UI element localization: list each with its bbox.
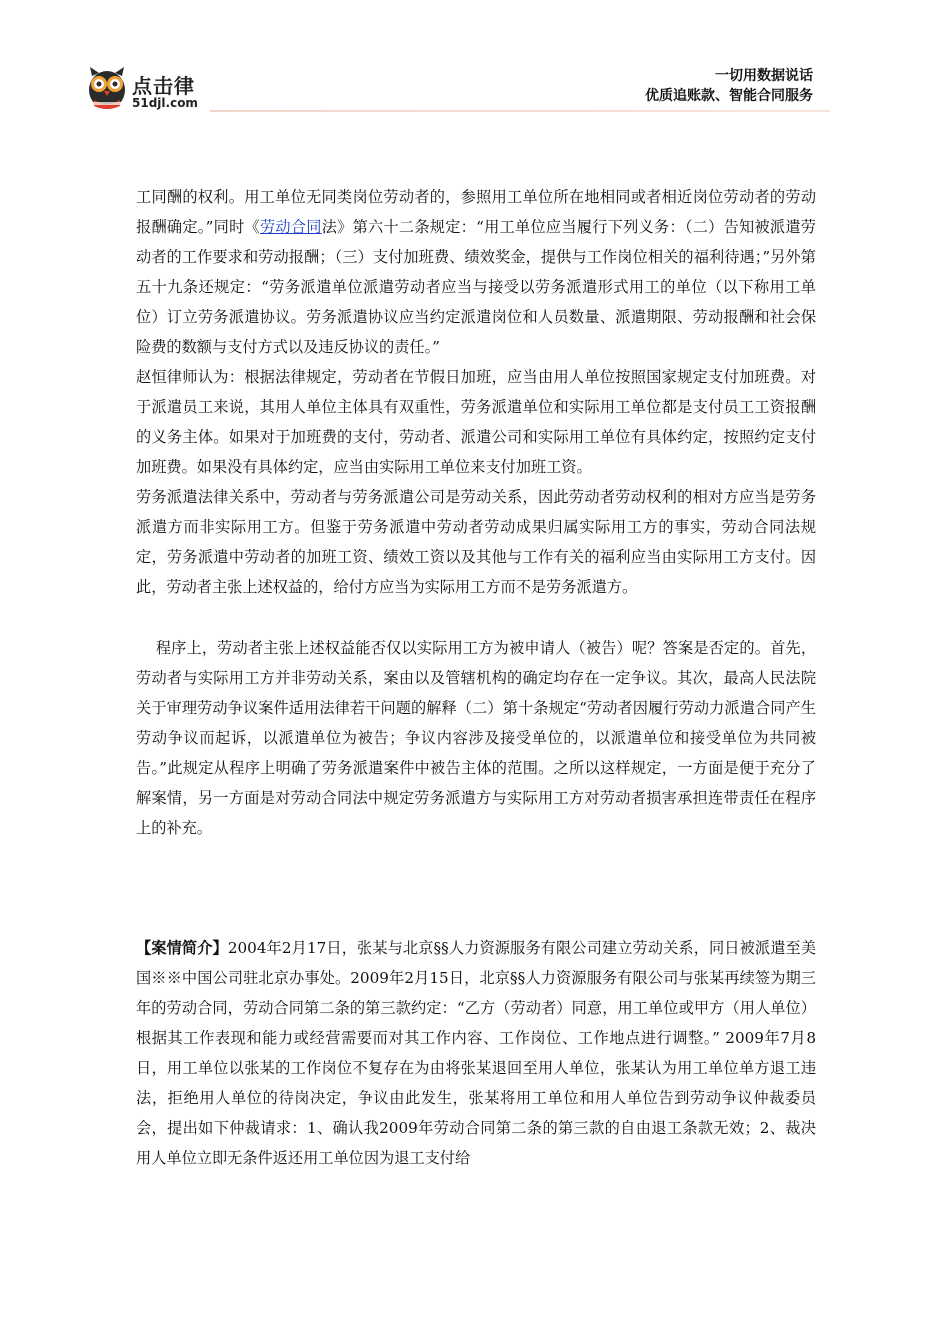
article-body <box>136 182 816 1173</box>
header-slogan <box>645 66 813 106</box>
brand-logo[interactable] <box>86 64 206 116</box>
brand-url: 51djl.com <box>132 96 198 110</box>
case-summary-text: 2004年2月17日，张某与北京§§人力资源服务有限公司建立劳动关系，同日被派遣至美国※※中国公司驻北京办事处。2009年2月15日，北京§§人力资源服务有限公司与张某再续签为期三年的劳动合同，劳动合同第二条的第三款约定：“乙方（劳动者）同意，用工单位或甲方（用人单位）根据其工作表现和能力或经营需要而对其工作内容、工作岗位、工作地点进行调整。” 2009年7月8日，用工单位以张某的工作岗位不复存在为由将张某退回至用人单位，张某认为用工单位单方退工违法，拒绝用人单位的待岗决定，争议由此发生，张某将用工单位和用人单位告到劳动争议仲裁委员会，提出如下仲裁请求：1、确认我2009年劳动合同第二条的第三款的自由退工条款无效；2、裁决用人单位立即无条件返还用工单位因为退工支付给 <box>136 939 817 1167</box>
owl-icon <box>86 66 128 112</box>
slogan-line-2: 优质追账款、智能合同服务 <box>645 88 813 104</box>
slogan-line-1: 一切用数据说话 <box>715 68 813 84</box>
paragraph-5 <box>136 933 816 1173</box>
paragraph-4: 程序上，劳动者主张上述权益能否仅以实际用工方为被申请人（被告）呢？答案是否定的。首先，劳动者与实际用工方并非劳动关系，案由以及管辖机构的确定均存在一定争议。其次，最高人民法院关于审理劳动争议案件适用法律若干问题的解释（二）第十条规定“劳动者因履行劳动力派遣合同产生劳动争议而起诉，以派遣单位为被告；争议内容涉及接受单位的，以派遣单位和接受单位为共同被告。”此规定从程序上明确了劳务派遣案件中被告主体的范围。之所以这样规定，一方面是便于充分了解案情，另一方面是对劳动合同法中规定劳务派遣方与实际用工方对劳动者损害承担连带责任在程序上的补充。 <box>136 639 816 837</box>
brand-name: 点击律 <box>132 74 195 98</box>
paragraph-1-text-a: 工同酬的权利。用工单位无同类岗位劳动者的，参照用工单位所在地相同或者相近岗位劳动者的劳动报酬确定。”同时《 <box>136 188 816 236</box>
paragraph-3: 劳务派遣法律关系中，劳动者与劳务派遣公司是劳动关系，因此劳动者劳动权利的相对方应当是劳务派遣方而非实际用工方。但鉴于劳务派遣中劳动者劳动成果归属实际用工方的事实，劳动合同法规定，劳务派遣中劳动者的加班工资、绩效工资以及其他与工作有关的福利应当由实际用工方支付。因此，劳动者主张上述权益的，给付方应当为实际用工方而不是劳务派遣方。 <box>136 488 816 596</box>
page-header <box>0 0 950 115</box>
paragraph-1 <box>136 182 816 362</box>
case-summary-label: 【案情简介】 <box>136 939 228 957</box>
paragraph-2: 赵恒律师认为：根据法律规定，劳动者在节假日加班，应当由用人单位按照国家规定支付加班费。对于派遣员工来说，其用人单位主体具有双重性，劳务派遣单位和实际用工单位都是支付员工工资报酬的义务主体。如果对于加班费的支付，劳动者、派遣公司和实际用工单位有具体约定，按照约定支付加班费。如果没有具体约定，应当由实际用工单位来支付加班工资。 <box>136 368 816 476</box>
labor-contract-link[interactable]: 劳动合同 <box>259 218 322 236</box>
header-divider <box>210 110 830 112</box>
paragraph-1-text-b: 法》第六十二条规定：“用工单位应当履行下列义务：（二）告知被派遣劳动者的工作要求和劳动报酬；（三）支付加班费、绩效奖金，提供与工作岗位相关的福利待遇；”另外第五十九条还规定：“劳务派遣单位派遣劳动者应当与接受以劳务派遣形式用工的单位（以下称用工单位）订立劳务派遣协议。劳务派遣协议应当约定派遣岗位和人员数量、派遣期限、劳动报酬和社会保险费的数额与支付方式以及违反协议的责任。” <box>136 218 816 356</box>
